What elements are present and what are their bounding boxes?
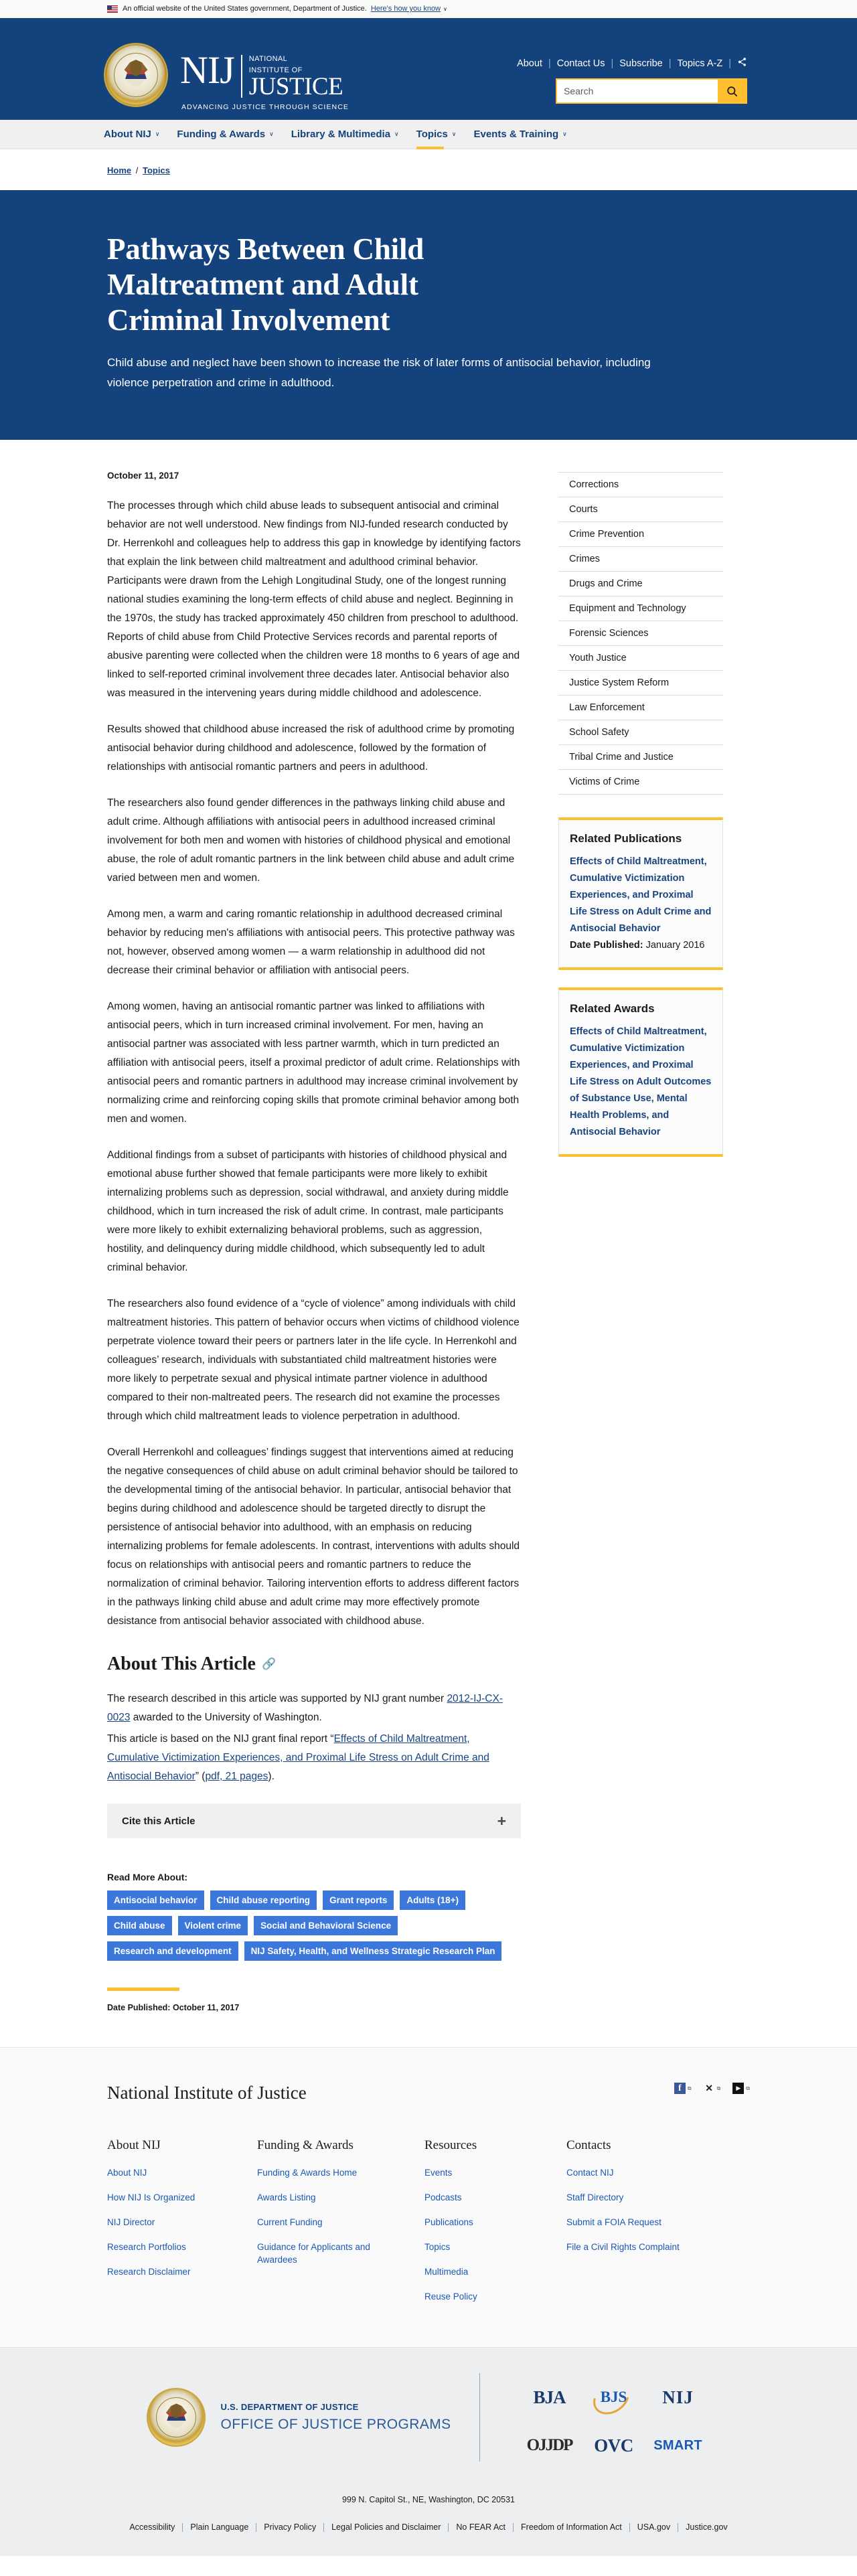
grant-paragraph (107, 1690, 521, 1727)
about-heading-text: About This Article (107, 1654, 256, 1674)
topic-item-crimes[interactable]: Crimes (558, 547, 723, 572)
us-flag-icon (107, 5, 118, 13)
nav-label: Library & Multimedia (291, 129, 391, 140)
article-paragraph: Among women, having an antisocial romantic partner was linked to affiliations with antisocial peers, which in turn increased criminal involvement. For men, having an antisocial partner was associated with less partner warmth, which in turn predicted an affiliation with antisocial peers, itself a proximal predictor of adult crime. Relationships with antisocial peers and romantic partners in adulthood may increase criminal involvement by normalizing crime and reinforcing coping skills that promote criminal behavior among both men and women. (107, 1001, 520, 1125)
related-awards-card (558, 987, 723, 1157)
youtube-icon: ▶ (732, 2083, 744, 2094)
facebook-icon: f (674, 2083, 686, 2094)
related-award-link[interactable]: Effects of Child Maltreatment, Cumulative Victimization Experiences, and Proximal Life Stress on Adult Outcomes of Substance Use, Mental Health Problems, and Antisocial Behavior (570, 1026, 712, 1137)
site-search[interactable] (556, 78, 747, 104)
report-pdf-link[interactable]: pdf, 21 pages (205, 1771, 268, 1782)
social-links (674, 2083, 750, 2094)
footer-column-heading: Funding & Awards (257, 2138, 354, 2152)
utility-sep: | (548, 58, 551, 69)
x-twitter-link[interactable] (704, 2083, 721, 2094)
chevron-down-icon: ∨ (394, 131, 399, 137)
related-publication-link[interactable]: Effects of Child Maltreatment, Cumulative Victimization Experiences, and Proximal Life Stress on Adult Crime and Antisocial Behavior (570, 856, 712, 934)
nav-item-about-nij[interactable] (104, 120, 159, 149)
article-paragraph: The researchers also found evidence of a “cycle of violence” among individuals with child maltreatment histories. This pattern of behavior occurs when victims of childhood violence perpetrate violence toward their peers or partners later in the life cycle. In Herrenkohl and colleagues’ research, individuals with substantiated child maltreatment histories were more likely to perpetrate sexual and physical intimate partner violence in adulthood compared to their non-maltreated peers. The research did not examine the processes through which child maltreatment leads to violence perpetration in adulthood. (107, 1298, 520, 1422)
footer-link-podcasts[interactable]: Podcasts (424, 2192, 462, 2202)
doj-label: U.S. DEPARTMENT OF JUSTICE (220, 2402, 359, 2412)
bjs-logo-link[interactable] (601, 2389, 627, 2406)
topic-item-courts[interactable]: Courts (558, 497, 723, 522)
footer-link-about-nij[interactable]: About NIJ (107, 2168, 147, 2178)
footer-link-funding-awards-home[interactable]: Funding & Awards Home (257, 2168, 358, 2178)
link-icon[interactable]: 🔗 (261, 1658, 277, 1670)
footer-link-reuse-policy[interactable]: Reuse Policy (424, 2291, 477, 2302)
agency-band (0, 2347, 857, 2556)
nav-label: About NIJ (104, 129, 151, 140)
logo-justice-text: JUSTICE (248, 73, 343, 100)
doj-ojp-block (147, 2373, 479, 2462)
agency-logo-grid (480, 2373, 710, 2470)
date-published-label: Date Published: (107, 2003, 171, 2012)
footer-link-awards-listing[interactable]: Awards Listing (257, 2192, 316, 2202)
x-twitter-icon: ✕ (705, 2083, 713, 2093)
youtube-link[interactable] (732, 2083, 750, 2094)
read-more-label: Read More About: (107, 1872, 188, 1882)
nav-item-topics[interactable] (416, 120, 457, 149)
ovc-logo-link[interactable]: OVC (594, 2435, 633, 2456)
related-publication-date (570, 937, 712, 954)
footer-link-staff-directory[interactable]: Staff Directory (566, 2192, 624, 2202)
utility-nav (517, 57, 747, 70)
tag-list (107, 1890, 521, 1961)
bjs-swoosh-icon (587, 2374, 635, 2421)
breadcrumb-home[interactable]: Home (107, 165, 132, 175)
policy-link-justice-gov[interactable]: Justice.gov (686, 2522, 728, 2532)
nij-logo-link[interactable] (104, 43, 349, 111)
main-navigation (0, 120, 857, 149)
topic-item-law-enforcement[interactable]: Law Enforcement (558, 696, 723, 720)
hero-banner (0, 190, 857, 440)
topic-item-justice-system-reform[interactable]: Justice System Reform (558, 671, 723, 696)
article-date: October 11, 2017 (107, 471, 179, 481)
report-text-after: ). (268, 1771, 275, 1782)
topic-item-equipment-and-technology[interactable]: Equipment and Technology (558, 596, 723, 621)
grant-text-before: The research described in this article was supported by NIJ grant number (107, 1693, 447, 1704)
nav-item-library-multimedia[interactable] (291, 120, 399, 149)
tag-grant-reports[interactable]: Grant reports (323, 1890, 394, 1910)
footer-link-research-portfolios[interactable]: Research Portfolios (107, 2242, 186, 2252)
report-paragraph (107, 1730, 521, 1786)
chevron-down-icon: ∨ (562, 131, 567, 137)
chevron-down-icon[interactable]: ∨ (443, 5, 447, 12)
topic-item-corrections[interactable]: Corrections (558, 473, 723, 497)
external-link-icon: ⧉ (687, 2085, 692, 2091)
footer-column-heading: Contacts (566, 2138, 611, 2152)
bja-logo-link[interactable]: BJA (533, 2387, 566, 2407)
topic-item-school-safety[interactable]: School Safety (558, 720, 723, 745)
logo-tagline: ADVANCING JUSTICE THROUGH SCIENCE (181, 103, 349, 111)
external-link-icon: ⧉ (716, 2085, 721, 2091)
topic-item-victims-of-crime[interactable]: Victims of Crime (558, 770, 723, 795)
topic-item-drugs-and-crime[interactable]: Drugs and Crime (558, 572, 723, 596)
footer-link-submit-foia-request[interactable]: Submit a FOIA Request (566, 2217, 661, 2227)
footer-column-heading: Resources (424, 2138, 477, 2152)
cite-label: Cite this Article (122, 1815, 196, 1827)
report-text-mid: ” ( (195, 1771, 206, 1782)
footer-column-about-nij (107, 2138, 257, 2315)
related-awards-heading: Related Awards (570, 1002, 655, 1015)
date-published-value: January 2016 (645, 940, 705, 951)
breadcrumb-separator: / (135, 165, 139, 175)
external-link-icon: ⧉ (746, 2085, 750, 2091)
tag-research-and-development[interactable]: Research and development (107, 1941, 238, 1961)
ojp-seal-icon (147, 2388, 206, 2447)
bjs-label: BJS (600, 2389, 627, 2405)
nav-label: Topics (416, 129, 448, 140)
plus-icon[interactable]: + (497, 1812, 506, 1830)
report-text-before: This article is based on the NIJ grant final report “ (107, 1733, 334, 1745)
breadcrumb-topics[interactable]: Topics (143, 165, 170, 175)
logo-institute-text: INSTITUTE OF (248, 66, 303, 74)
doj-seal-icon (104, 43, 168, 107)
nav-item-events-training[interactable] (473, 120, 566, 149)
logo-national-text: NATIONAL (248, 55, 288, 63)
policy-link-no-fear-act[interactable]: No FEAR Act (449, 2523, 514, 2532)
grant-number-link[interactable]: 2012-IJ-CX-0023 (107, 1693, 503, 1723)
ojjdp-logo-link[interactable]: OJJDP (526, 2436, 572, 2454)
article-paragraph: Results showed that childhood abuse increased the risk of adulthood crime by promoting antisocial behavior during childhood and adolescence, followed by the formation of relationships with antisocial romantic partners and peers in adulthood. (107, 724, 515, 773)
agency-address: 999 N. Capitol St., NE, Washington, DC 20531 (341, 2495, 515, 2504)
read-more-about (107, 1865, 521, 1961)
related-publications-card (558, 817, 723, 970)
search-input[interactable] (557, 80, 718, 102)
gov-banner-text: An official website of the United States government, Department of Justice. (123, 5, 367, 13)
final-report-link[interactable]: Effects of Child Maltreatment, Cumulative Victimization Experiences, and Proximal Life Stress on Adult Crime and Antisocial Behavior (107, 1733, 489, 1782)
topic-item-forensic-sciences[interactable]: Forensic Sciences (558, 621, 723, 646)
footer-column-resources (424, 2138, 566, 2315)
footer-link-nij-director[interactable]: NIJ Director (107, 2217, 155, 2227)
breadcrumb (0, 149, 857, 190)
footer-link-contact-nij[interactable]: Contact NIJ (566, 2168, 614, 2178)
footer-link-topics[interactable]: Topics (424, 2242, 451, 2252)
footer-link-civil-rights-complaint[interactable]: File a Civil Rights Complaint (566, 2242, 680, 2252)
site-footer (0, 2048, 857, 2347)
chevron-down-icon: ∨ (155, 131, 160, 137)
article-paragraph: Overall Herrenkohl and colleagues’ findings suggest that interventions aimed at reducing the negative consequences of child abuse on adult criminal behavior should be tailored to the developmental timing of the antisocial behavior. In particular, antisocial behavior that begins during childhood and adolescence should be targeted directly to disrupt the persistence of antisocial behavior into adulthood, with an emphasis on reducing internalizing problems for female adolescents. In contrast, interventions with adults should focus on relationships with antisocial peers and romantic partners to reduce the normalization of criminal behavior. Tailoring intervention efforts to address different factors in the pathways linking child abuse and adult crime may more effectively promote desistance from antisocial behavior associated with childhood abuse. (107, 1447, 520, 1627)
nav-label: Funding & Awards (177, 129, 266, 140)
page-subtitle: Child abuse and neglect have been shown to increase the risk of later forms of antisocial behavior, including violence perpetration and crime in adulthood. (107, 356, 651, 389)
utility-link-topics-a-z[interactable]: Topics A-Z (677, 58, 723, 69)
tag-antisocial-behavior[interactable]: Antisocial behavior (107, 1890, 204, 1910)
article-body (107, 471, 521, 2012)
footer-column-heading: About NIJ (107, 2138, 161, 2152)
footer-link-events[interactable]: Events (424, 2168, 453, 2178)
cite-this-article-accordion[interactable] (107, 1803, 521, 1838)
footer-link-guidance-for-applicants[interactable]: Guidance for Applicants and Awardees (257, 2242, 370, 2265)
sidebar (558, 471, 723, 1174)
topic-list (558, 472, 723, 795)
date-published (107, 2003, 521, 2012)
footer-column-contacts (566, 2138, 716, 2315)
gov-banner (0, 0, 857, 18)
about-this-article-heading (107, 1654, 521, 1675)
footer-column-funding-awards (257, 2138, 424, 2315)
facebook-link[interactable] (674, 2083, 692, 2094)
utility-link-contact-us[interactable]: Contact Us (556, 58, 605, 69)
policy-link-usa-gov[interactable]: USA.gov (630, 2523, 678, 2532)
tag-child-abuse[interactable]: Child abuse (107, 1916, 172, 1935)
tag-violent-crime[interactable]: Violent crime (178, 1916, 248, 1935)
share-icon[interactable] (737, 57, 747, 70)
chevron-down-icon: ∨ (451, 131, 457, 137)
site-header (0, 18, 857, 120)
page-title: Pathways Between Child Maltreatment and Adult Criminal Involvement (107, 232, 424, 337)
logo-nij-text: NIJ (180, 48, 234, 92)
article-paragraph: The processes through which child abuse leads to subsequent antisocial and criminal behavior are not well understood. New findings from NIJ-funded research conducted by Dr. Herrenkohl and colleagues help to address this gap in knowledge by identifying factors that explain the link between child maltreatment and adulthood criminal behavior. Participants were drawn from the Lehigh Longitudinal Study, one of the longest running national studies examining the long-term effects of child abuse and neglect. Beginning in the 1970s, the study has tracked approximately 450 children from preschool to adulthood. Reports of child abuse from Child Protective Services records and parental reports of abusive parenting were collected when the children were 18 months to 6 years of age and linked to self-reported criminal involvement three decades later. Antisocial behavior also was measured in the intervening years during middle childhood and adolescence. (107, 500, 521, 699)
nij-logo-link-footer[interactable]: NIJ (662, 2387, 694, 2407)
date-published-value: October 11, 2017 (172, 2003, 240, 2012)
nav-item-funding-awards[interactable] (177, 120, 273, 149)
policy-link-privacy-policy[interactable]: Privacy Policy (256, 2523, 324, 2532)
tag-adults-18-plus[interactable]: Adults (18+) (400, 1890, 465, 1910)
related-publications-heading: Related Publications (570, 832, 682, 845)
policy-link-plain-language[interactable]: Plain Language (183, 2523, 256, 2532)
tag-social-behavioral-science[interactable]: Social and Behavioral Science (254, 1916, 398, 1935)
article-paragraph: Additional findings from a subset of participants with histories of childhood physical and emotional abuse further showed that female participants were more likely to exhibit internalizing problems such as depression, social withdrawal, and anxiety during middle childhood, which in turn increased the risk of adult crime. In contrast, male participants were more likely to exhibit externalizing behavioral problems, such as aggression, hostility, and delinquency during middle childhood, which subsequently led to adult criminal behavior. (107, 1149, 509, 1273)
utility-sep: | (728, 58, 731, 69)
utility-sep: | (611, 58, 614, 69)
footer-columns (107, 2138, 750, 2315)
date-published-label: Date Published: (570, 940, 643, 951)
footer-brand: National Institute of Justice (107, 2083, 307, 2103)
footer-link-multimedia[interactable]: Multimedia (424, 2267, 469, 2277)
footer-link-research-disclaimer[interactable]: Research Disclaimer (107, 2267, 191, 2277)
footer-link-current-funding[interactable]: Current Funding (257, 2217, 323, 2227)
article-paragraph: The researchers also found gender differences in the pathways linking child abuse and adult crime. Although affiliations with antisocial peers in adulthood increased criminal involvement for both men and women with histories of childhood physical and emotional abuse, the role of adult romantic partners in the link between child abuse and adult crime varied between men and women. (107, 797, 515, 884)
utility-sep: | (668, 58, 672, 69)
chevron-down-icon: ∨ (269, 131, 274, 137)
search-button[interactable] (718, 80, 746, 102)
policy-link-foia[interactable]: Freedom of Information Act (514, 2523, 630, 2532)
grant-text-after: awarded to the University of Washington. (130, 1712, 322, 1723)
how-you-know-link[interactable]: Here's how you know (370, 5, 441, 13)
yellow-divider (107, 1988, 179, 1991)
topic-item-tribal-crime-and-justice[interactable]: Tribal Crime and Justice (558, 745, 723, 770)
policy-links (0, 2523, 857, 2532)
tag-nij-strategic-research-plan[interactable]: NIJ Safety, Health, and Wellness Strategic Research Plan (244, 1941, 502, 1961)
footer-link-publications[interactable]: Publications (424, 2217, 473, 2227)
footer-link-how-nij-is-organized[interactable]: How NIJ Is Organized (107, 2192, 196, 2202)
article-paragraph: Among men, a warm and caring romantic relationship in adulthood decreased criminal behavior by reducing men's affiliations with antisocial peers. This protective pathway was not, however, observed among women — a warm relationship in adulthood did not decrease their criminal behavior or affiliation with antisocial peers. (107, 908, 515, 976)
utility-link-subscribe[interactable]: Subscribe (619, 58, 663, 69)
ojp-label: OFFICE OF JUSTICE PROGRAMS (220, 2417, 451, 2432)
tag-child-abuse-reporting[interactable]: Child abuse reporting (210, 1890, 317, 1910)
policy-link-accessibility[interactable]: Accessibility (122, 2523, 183, 2532)
nav-label: Events & Training (473, 129, 559, 140)
logo-divider (241, 55, 242, 98)
policy-link-legal-policies[interactable]: Legal Policies and Disclaimer (324, 2523, 449, 2532)
page-content (0, 440, 857, 2012)
topic-item-youth-justice[interactable]: Youth Justice (558, 646, 723, 671)
smart-logo-link[interactable]: SMART (653, 2437, 702, 2453)
utility-link-about[interactable]: About (517, 58, 542, 69)
topic-item-crime-prevention[interactable]: Crime Prevention (558, 522, 723, 547)
